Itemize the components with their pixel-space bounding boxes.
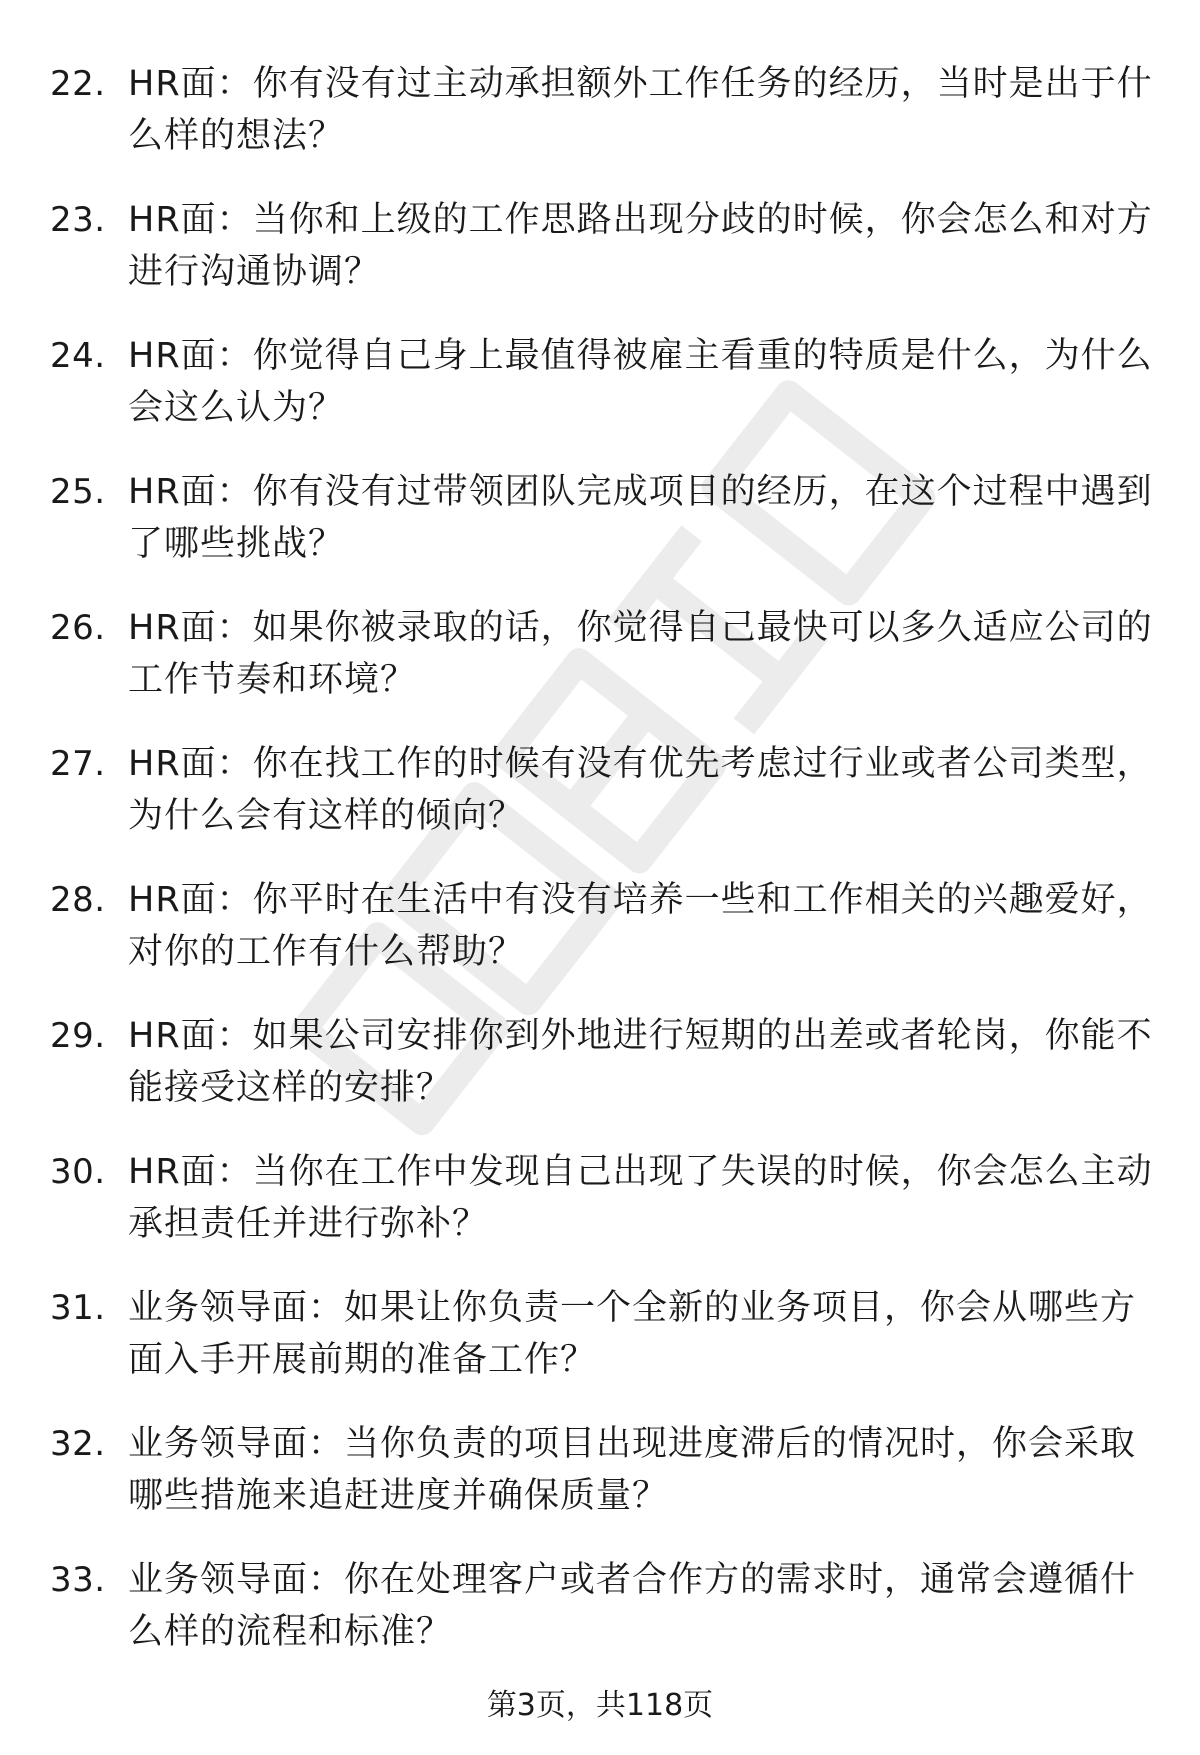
- question-item: [50, 1010, 1160, 1146]
- question-item: [50, 58, 1160, 194]
- question-text: 业务领导面：你在处理客户或者合作方的需求时，通常会遵循什么样的流程和标准？: [128, 1560, 1137, 1652]
- question-item: [50, 1146, 1160, 1282]
- question-text: HR面：你平时在生活中有没有培养一些和工作相关的兴趣爱好，对你的工作有什么帮助？: [128, 880, 1153, 972]
- question-number: 27.: [50, 744, 106, 784]
- question-text: HR面：你在找工作的时候有没有优先考虑过行业或者公司类型，为什么会有这样的倾向？: [128, 744, 1153, 836]
- question-text: HR面：当你和上级的工作思路出现分歧的时候，你会怎么和对方进行沟通协调？: [128, 200, 1153, 292]
- question-text: HR面：你觉得自己身上最值得被雇主看重的特质是什么，为什么会这么认为？: [128, 336, 1153, 428]
- question-text: HR面：你有没有过带领团队完成项目的经历，在这个过程中遇到了哪些挑战？: [128, 472, 1153, 564]
- question-text: 业务领导面：当你负责的项目出现进度滞后的情况时，你会采取哪些措施来追赶进度并确保质量？: [128, 1424, 1137, 1516]
- question-item: [50, 1282, 1160, 1418]
- question-item: [50, 1418, 1160, 1554]
- question-number: 23.: [50, 200, 106, 240]
- question-item: [50, 330, 1160, 466]
- question-list: [50, 58, 1160, 1690]
- question-item: [50, 1554, 1160, 1690]
- question-number: 31.: [50, 1288, 106, 1328]
- question-item: [50, 602, 1160, 738]
- question-number: 26.: [50, 608, 106, 648]
- question-number: 25.: [50, 472, 106, 512]
- question-number: 30.: [50, 1152, 106, 1192]
- question-text: HR面：你有没有过主动承担额外工作任务的经历，当时是出于什么样的想法？: [128, 64, 1153, 156]
- question-item: [50, 874, 1160, 1010]
- question-text: HR面：如果公司安排你到外地进行短期的出差或者轮岗，你能不能接受这样的安排？: [128, 1016, 1153, 1108]
- question-number: 32.: [50, 1424, 106, 1464]
- question-text: 业务领导面：如果让你负责一个全新的业务项目，你会从哪些方面入手开展前期的准备工作？: [128, 1288, 1137, 1380]
- page-footer: 第3页，共118页: [486, 1688, 714, 1723]
- question-item: [50, 194, 1160, 330]
- question-text: HR面：当你在工作中发现自己出现了失误的时候，你会怎么主动承担责任并进行弥补？: [128, 1152, 1153, 1244]
- question-number: 29.: [50, 1016, 106, 1056]
- question-number: 33.: [50, 1560, 106, 1600]
- question-number: 24.: [50, 336, 106, 376]
- question-text: HR面：如果你被录取的话，你觉得自己最快可以多久适应公司的工作节奏和环境？: [128, 608, 1153, 700]
- question-number: 22.: [50, 64, 106, 104]
- question-item: [50, 466, 1160, 602]
- question-item: [50, 738, 1160, 874]
- question-number: 28.: [50, 880, 106, 920]
